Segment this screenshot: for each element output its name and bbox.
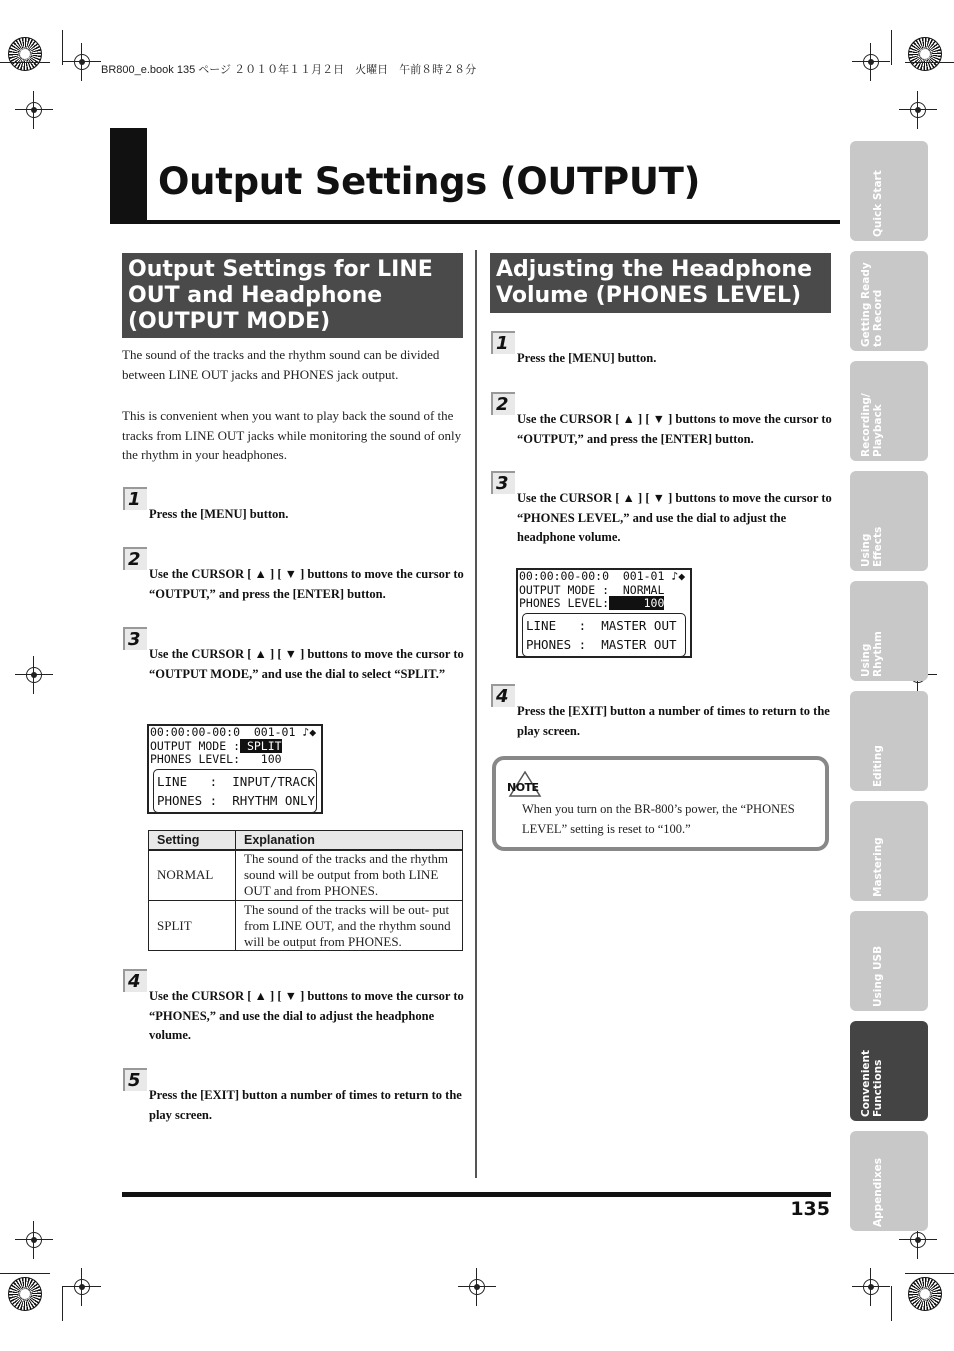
lcd-screen-output-mode [147,724,323,814]
lcd-mode-value: SPLIT [240,738,282,753]
crop-mark [0,62,50,63]
lcd-level-label: PHONES LEVEL: [519,596,610,610]
column-divider [475,250,477,1178]
registration-rosette-icon [908,37,942,71]
table-row [149,850,463,901]
crop-mark [891,1286,892,1321]
output-mode-table [148,830,463,951]
step-text: Press the [MENU] button. [517,351,657,365]
left-intro-1: The sound of the tracks and the rhythm sound can be divided between LINE OUT jacks and PHONES jack output. [122,347,440,382]
lcd-mode-value: NORMAL [609,582,665,597]
crosshair-icon [856,1272,886,1302]
side-tab-label: Mastering [872,837,884,897]
step-text: Use the CURSOR [ ▲ ] [ ▼ ] buttons to move the cursor to “OUTPUT,” and press the [ENTER] button. [149,567,464,601]
step-number: 4 [491,684,515,707]
step-number: 5 [123,1068,147,1091]
side-tab-label: Editing [872,745,884,787]
title-block [110,128,147,224]
side-tab-label: Using Effects [860,526,884,567]
step-text: Use the CURSOR [ ▲ ] [ ▼ ] buttons to move the cursor to “PHONES,” and use the dial to adjust the headphone volume. [149,989,464,1042]
table-header: Explanation [236,831,463,850]
step-text: Press the [EXIT] button a number of times to return to the play screen. [517,704,830,738]
note-text: When you turn on the BR-800’s power, the “PHONES LEVEL” setting is reset to “100.” [522,802,795,836]
step-text: Press the [MENU] button. [149,507,289,521]
side-tab-convenient-functions[interactable] [850,1021,928,1121]
lcd-level-value: 100 [240,752,282,766]
left-section-heading: Output Settings for LINE OUT and Headphone (OUTPUT MODE) [122,253,463,338]
table-cell-setting: SPLIT [149,901,236,951]
step-number: 2 [123,547,147,570]
crosshair-icon [67,47,97,77]
step-number: 1 [123,487,147,510]
crop-mark [0,1273,50,1274]
step-number: 3 [123,627,147,650]
table-cell-setting: NORMAL [149,850,236,901]
table-header: Setting [149,831,236,850]
side-tab-recording-playback[interactable] [850,361,928,461]
page-number: 135 [790,1198,830,1220]
side-tab-quick-start[interactable] [850,141,928,241]
side-tab-label: Getting Ready to Record [860,262,884,347]
step-number: 1 [491,331,515,354]
crop-mark [891,30,892,65]
lcd-top-row: 00:00:00-00:0 001-01 ♪◆ [519,569,686,583]
side-tab-appendixes[interactable] [850,1131,928,1231]
side-tab-label: Using Rhythm [860,631,884,677]
crosshair-icon [67,1272,97,1302]
registration-rosette-icon [8,1277,42,1311]
side-tab-label: Convenient Functions [860,1049,884,1117]
crosshair-icon [462,1272,492,1302]
side-tab-using-usb[interactable] [850,911,928,1011]
side-tab-label: Quick Start [872,170,884,237]
lcd-top-row: 00:00:00-00:0 001-01 ♪◆ [150,725,317,739]
note-icon [506,770,544,798]
title-rule [110,220,840,224]
side-tab-using-effects[interactable] [850,471,928,571]
lcd-level-value: 100 [609,596,665,610]
registration-rosette-icon [8,37,42,71]
crosshair-icon [19,95,49,125]
lcd-line-row: LINE : INPUT/TRACK [157,773,316,789]
table-cell-explanation: The sound of the tracks will be out- put from LINE OUT, and the rhythm sound will be output from PHONES. [236,901,463,951]
print-header: BR800_e.book 135 ページ ２０１０年１１月２日 火曜日 午前８時２８分 [101,64,477,76]
note-label: NOTE [507,781,539,794]
page-title: Output Settings (OUTPUT) [158,160,701,203]
lcd-mode-label: OUTPUT MODE : [519,582,610,597]
step-text: Use the CURSOR [ ▲ ] [ ▼ ] buttons to move the cursor to “OUTPUT,” and press the [ENTER] button. [517,412,832,446]
crop-mark [62,1286,63,1321]
crosshair-icon [903,95,933,125]
side-tab-using-rhythm[interactable] [850,581,928,681]
side-tab-getting-ready[interactable] [850,251,928,351]
lcd-screen-phones-level [516,568,692,658]
side-tab-label: Using USB [872,945,884,1007]
right-section-heading: Adjusting the Headphone Volume (PHONES LEVEL) [490,253,831,313]
crosshair-icon [19,660,49,690]
table-row [149,901,463,951]
step-text: Press the [EXIT] button a number of times to return to the play screen. [149,1088,462,1122]
step-number: 3 [491,471,515,494]
lcd-level-label: PHONES LEVEL: [150,752,241,766]
step-number: 2 [491,392,515,415]
crosshair-icon [19,1225,49,1255]
side-tab-label: Recording/ Playback [860,393,884,457]
crosshair-icon [856,47,886,77]
lcd-mode-label: OUTPUT MODE : [150,738,241,753]
step-text: Use the CURSOR [ ▲ ] [ ▼ ] buttons to move the cursor to “PHONES LEVEL,” and use the dial to adjust the headphone volume. [517,491,832,544]
side-tab-mastering[interactable] [850,801,928,901]
crop-mark [905,1273,954,1274]
lcd-phones-row: PHONES : RHYTHM ONLY [157,792,316,808]
table-cell-explanation: The sound of the tracks and the rhythm sound will be output from both LINE OUT and from PHONES. [236,850,463,901]
step-text: Use the CURSOR [ ▲ ] [ ▼ ] buttons to move the cursor to “OUTPUT MODE,” and use the dial to select “SPLIT.” [149,647,464,681]
step-number: 4 [123,969,147,992]
crop-mark [905,62,954,63]
side-tab-label: Appendixes [872,1157,884,1227]
lcd-line-row: LINE : MASTER OUT [526,617,677,633]
crop-mark [62,30,63,65]
registration-rosette-icon [908,1277,942,1311]
side-tab-editing[interactable] [850,691,928,791]
footer-rule [122,1192,831,1197]
lcd-phones-row: PHONES : MASTER OUT [526,636,677,652]
left-intro-2: This is convenient when you want to play back the sound of the tracks from LINE OUT jacks while monitoring the sound of only the rhythm in your headphones. [122,408,462,462]
